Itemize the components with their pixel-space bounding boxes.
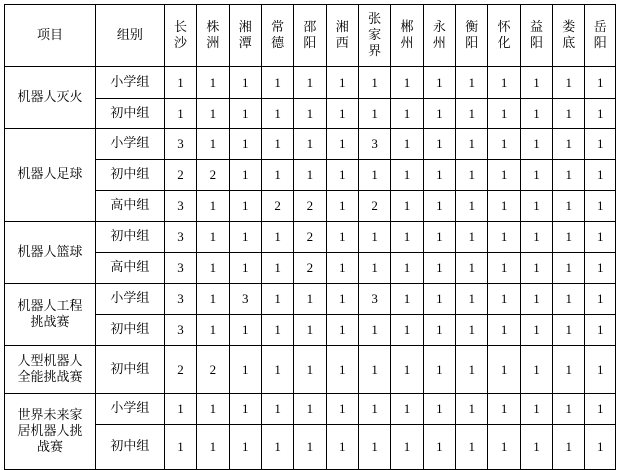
quota-cell: 1 (553, 99, 585, 129)
quota-cell: 1 (197, 253, 229, 284)
quota-cell: 1 (488, 222, 520, 253)
header-city (164, 5, 196, 67)
project-name (5, 67, 96, 129)
header-city-char: 常 (271, 19, 285, 35)
quota-cell: 1 (294, 99, 326, 129)
quota-cell: 2 (294, 191, 326, 222)
header-city-char: 湘 (238, 19, 252, 35)
quota-cell: 1 (261, 99, 293, 129)
quota-cell: 1 (456, 160, 488, 191)
quota-cell: 1 (326, 129, 358, 160)
table-row (5, 284, 616, 315)
quota-cell: 1 (326, 315, 358, 346)
quota-cell: 1 (164, 67, 196, 99)
header-city-char: 永 (432, 19, 446, 35)
group-cell: 初中组 (96, 346, 165, 394)
quota-cell: 1 (229, 394, 261, 425)
quota-cell: 1 (326, 160, 358, 191)
quota-cell: 1 (229, 99, 261, 129)
quota-cell: 1 (197, 425, 229, 470)
header-city (391, 5, 423, 67)
quota-cell: 1 (391, 99, 423, 129)
quota-cell: 3 (164, 129, 196, 160)
quota-cell: 1 (326, 191, 358, 222)
quota-cell: 1 (585, 284, 616, 315)
quota-cell: 3 (164, 191, 196, 222)
quota-cell: 1 (294, 394, 326, 425)
quota-cell: 1 (520, 284, 552, 315)
quota-cell: 1 (197, 191, 229, 222)
quota-cell: 1 (391, 253, 423, 284)
quota-cell: 1 (585, 425, 616, 470)
quota-cell: 1 (423, 191, 455, 222)
quota-cell: 1 (294, 425, 326, 470)
quota-cell: 1 (197, 284, 229, 315)
quota-cell: 1 (520, 425, 552, 470)
quota-cell: 1 (456, 129, 488, 160)
quota-cell: 1 (423, 222, 455, 253)
quota-cell: 1 (423, 99, 455, 129)
header-city-char: 潭 (238, 35, 252, 51)
project-name-line: 世界未来家 (17, 407, 83, 423)
table-row (5, 160, 616, 191)
header-row (5, 5, 616, 67)
quota-cell: 1 (229, 346, 261, 394)
quota-cell: 1 (423, 129, 455, 160)
quota-cell: 1 (488, 129, 520, 160)
quota-cell: 1 (294, 346, 326, 394)
quota-cell: 1 (585, 160, 616, 191)
quota-cell: 1 (423, 425, 455, 470)
quota-cell: 1 (391, 346, 423, 394)
quota-table (4, 4, 616, 470)
quota-cell: 1 (520, 394, 552, 425)
table-row (5, 394, 616, 425)
quota-cell: 1 (585, 129, 616, 160)
header-city (197, 5, 229, 67)
quota-cell: 1 (456, 222, 488, 253)
quota-cell: 1 (553, 284, 585, 315)
header-city-char: 长 (173, 19, 187, 35)
quota-cell: 2 (164, 160, 196, 191)
quota-cell: 1 (553, 346, 585, 394)
group-cell: 初中组 (96, 222, 165, 253)
project-name-line: 全能挑战赛 (17, 369, 83, 385)
quota-cell: 3 (164, 253, 196, 284)
quota-cell: 1 (553, 222, 585, 253)
quota-cell: 1 (391, 284, 423, 315)
quota-cell: 1 (520, 99, 552, 129)
quota-cell: 1 (326, 222, 358, 253)
header-city-char: 郴 (400, 19, 414, 35)
quota-cell: 1 (391, 160, 423, 191)
quota-cell: 1 (358, 99, 390, 129)
header-city-char: 衡 (465, 19, 479, 35)
quota-cell: 1 (197, 67, 229, 99)
quota-cell: 1 (261, 394, 293, 425)
quota-cell: 2 (358, 191, 390, 222)
table-row (5, 67, 616, 99)
quota-cell: 1 (585, 99, 616, 129)
quota-cell: 1 (164, 425, 196, 470)
quota-cell: 1 (585, 394, 616, 425)
quota-cell: 1 (423, 284, 455, 315)
quota-cell: 1 (553, 160, 585, 191)
quota-cell: 1 (488, 394, 520, 425)
header-city-char: 洲 (206, 35, 220, 51)
quota-cell: 1 (488, 253, 520, 284)
quota-cell: 1 (520, 346, 552, 394)
header-city-char: 阳 (593, 35, 607, 51)
project-name-line: 居机器人挑 (17, 423, 83, 439)
project-name-line: 机器人篮球 (17, 244, 83, 260)
quota-cell: 1 (358, 160, 390, 191)
quota-cell: 1 (358, 315, 390, 346)
quota-cell: 1 (553, 129, 585, 160)
header-city (488, 5, 520, 67)
quota-cell: 1 (294, 284, 326, 315)
quota-cell: 1 (456, 346, 488, 394)
quota-cell: 1 (326, 394, 358, 425)
project-name (5, 222, 96, 284)
quota-cell: 1 (488, 346, 520, 394)
quota-cell: 1 (585, 191, 616, 222)
header-city-char: 怀 (497, 19, 511, 35)
header-city-char: 沙 (173, 35, 187, 51)
quota-cell: 1 (261, 67, 293, 99)
header-city-char: 德 (271, 35, 285, 51)
quota-cell: 1 (391, 129, 423, 160)
table-row (5, 315, 616, 346)
quota-cell: 1 (391, 191, 423, 222)
quota-cell: 1 (585, 67, 616, 99)
quota-cell: 1 (423, 346, 455, 394)
quota-cell: 1 (326, 425, 358, 470)
quota-cell: 1 (456, 394, 488, 425)
group-cell: 高中组 (96, 253, 165, 284)
quota-cell: 1 (488, 99, 520, 129)
quota-cell: 1 (520, 67, 552, 99)
quota-cell: 2 (197, 160, 229, 191)
quota-cell: 1 (423, 67, 455, 99)
quota-cell: 1 (553, 315, 585, 346)
quota-cell: 1 (358, 425, 390, 470)
quota-cell: 1 (520, 253, 552, 284)
quota-cell: 1 (456, 191, 488, 222)
header-city (358, 5, 390, 67)
quota-cell: 1 (391, 315, 423, 346)
quota-cell: 1 (197, 222, 229, 253)
quota-cell: 1 (585, 222, 616, 253)
quota-cell: 1 (261, 129, 293, 160)
header-city-char: 阳 (529, 35, 543, 51)
header-city-char: 界 (368, 43, 382, 59)
quota-cell: 1 (326, 284, 358, 315)
quota-cell: 1 (391, 425, 423, 470)
quota-cell: 1 (197, 129, 229, 160)
project-name (5, 129, 96, 222)
quota-cell: 3 (164, 222, 196, 253)
group-cell: 小学组 (96, 394, 165, 425)
header-city (423, 5, 455, 67)
quota-cell: 1 (358, 67, 390, 99)
table-row (5, 99, 616, 129)
quota-cell: 1 (261, 346, 293, 394)
header-city-char: 益 (529, 19, 543, 35)
group-cell: 初中组 (96, 160, 165, 191)
header-city-char: 株 (206, 19, 220, 35)
quota-cell: 3 (164, 315, 196, 346)
quota-cell: 1 (488, 315, 520, 346)
project-name (5, 284, 96, 346)
header-city-char: 州 (400, 35, 414, 51)
quota-cell: 1 (391, 222, 423, 253)
quota-cell: 1 (229, 191, 261, 222)
quota-cell: 2 (261, 191, 293, 222)
header-city (294, 5, 326, 67)
header-city (229, 5, 261, 67)
project-name-line: 机器人足球 (17, 167, 83, 182)
header-city-char: 湘 (335, 19, 349, 35)
quota-cell: 1 (520, 129, 552, 160)
quota-cell: 1 (261, 222, 293, 253)
quota-cell: 1 (391, 67, 423, 99)
project-name-line: 机器人工程 (17, 298, 83, 314)
quota-cell: 1 (326, 99, 358, 129)
group-cell: 小学组 (96, 67, 165, 99)
quota-cell: 1 (326, 253, 358, 284)
quota-cell: 1 (585, 315, 616, 346)
table-row (5, 425, 616, 470)
quota-cell: 3 (358, 284, 390, 315)
group-cell: 初中组 (96, 99, 165, 129)
header-group: 组别 (96, 5, 165, 67)
header-city (456, 5, 488, 67)
quota-cell: 1 (326, 67, 358, 99)
quota-cell: 1 (358, 222, 390, 253)
quota-cell: 1 (520, 222, 552, 253)
header-city-char: 州 (432, 35, 446, 51)
header-city (520, 5, 552, 67)
quota-cell: 1 (520, 315, 552, 346)
quota-cell: 1 (423, 394, 455, 425)
header-city-char: 阳 (465, 35, 479, 51)
quota-cell: 1 (358, 253, 390, 284)
quota-cell: 1 (197, 99, 229, 129)
quota-cell: 2 (164, 346, 196, 394)
quota-cell: 1 (456, 315, 488, 346)
quota-cell: 1 (261, 253, 293, 284)
quota-cell: 1 (197, 315, 229, 346)
quota-cell: 1 (294, 129, 326, 160)
table-body (5, 67, 616, 470)
quota-cell: 1 (261, 315, 293, 346)
header-city-char: 家 (368, 27, 382, 43)
quota-cell: 2 (294, 253, 326, 284)
quota-cell: 1 (358, 394, 390, 425)
quota-cell: 1 (261, 160, 293, 191)
project-name-line: 人型机器人 (17, 353, 83, 369)
quota-cell: 2 (197, 346, 229, 394)
quota-cell: 1 (229, 160, 261, 191)
quota-cell: 1 (229, 425, 261, 470)
quota-cell: 1 (553, 191, 585, 222)
quota-cell: 1 (229, 253, 261, 284)
quota-cell: 1 (585, 253, 616, 284)
table-row (5, 191, 616, 222)
project-name (5, 346, 96, 394)
header-city-char: 化 (497, 35, 511, 51)
header-city-char: 邵 (303, 19, 317, 35)
quota-cell: 3 (164, 284, 196, 315)
quota-cell: 1 (229, 129, 261, 160)
header-city-char: 张 (368, 11, 382, 27)
quota-cell: 1 (553, 67, 585, 99)
quota-cell: 1 (456, 67, 488, 99)
project-name (5, 394, 96, 470)
quota-cell: 1 (164, 99, 196, 129)
quota-cell: 1 (423, 253, 455, 284)
quota-cell: 1 (229, 67, 261, 99)
quota-cell: 1 (456, 284, 488, 315)
quota-cell: 1 (456, 253, 488, 284)
table-row (5, 253, 616, 284)
header-city (553, 5, 585, 67)
quota-cell: 1 (164, 394, 196, 425)
quota-cell: 1 (585, 346, 616, 394)
group-cell: 高中组 (96, 191, 165, 222)
header-city-char: 西 (335, 35, 349, 51)
group-cell: 初中组 (96, 425, 165, 470)
quota-cell: 1 (197, 394, 229, 425)
quota-cell: 1 (456, 99, 488, 129)
table-row (5, 346, 616, 394)
quota-cell: 1 (294, 315, 326, 346)
quota-cell: 1 (294, 67, 326, 99)
quota-cell: 1 (520, 160, 552, 191)
header-city (585, 5, 616, 67)
header-city (326, 5, 358, 67)
header-city (261, 5, 293, 67)
project-name-line: 战赛 (37, 439, 64, 455)
quota-cell: 1 (488, 160, 520, 191)
quota-cell: 1 (488, 191, 520, 222)
project-name-line: 挑战赛 (30, 314, 70, 330)
header-city-char: 岳 (593, 19, 607, 35)
quota-cell: 1 (326, 346, 358, 394)
table-row (5, 222, 616, 253)
group-cell: 小学组 (96, 129, 165, 160)
header-project: 项目 (5, 5, 96, 67)
quota-cell: 1 (553, 394, 585, 425)
quota-cell: 2 (294, 222, 326, 253)
quota-cell: 1 (553, 253, 585, 284)
quota-cell: 1 (520, 191, 552, 222)
header-city-char: 娄 (562, 19, 576, 35)
quota-cell: 1 (488, 67, 520, 99)
quota-cell: 1 (261, 425, 293, 470)
quota-cell: 1 (391, 394, 423, 425)
group-cell: 小学组 (96, 284, 165, 315)
header-city-char: 阳 (303, 35, 317, 51)
group-cell: 初中组 (96, 315, 165, 346)
quota-cell: 1 (488, 425, 520, 470)
quota-cell: 1 (423, 315, 455, 346)
quota-cell: 1 (423, 160, 455, 191)
quota-cell: 1 (358, 346, 390, 394)
quota-cell: 1 (488, 284, 520, 315)
quota-cell: 1 (294, 160, 326, 191)
quota-cell: 1 (229, 222, 261, 253)
quota-cell: 1 (261, 284, 293, 315)
quota-cell: 1 (229, 315, 261, 346)
quota-cell: 1 (553, 425, 585, 470)
header-city-char: 底 (562, 35, 576, 51)
project-name-line: 机器人灭火 (17, 89, 83, 105)
quota-cell: 3 (229, 284, 261, 315)
quota-cell: 3 (358, 129, 390, 160)
table-row (5, 129, 616, 160)
quota-cell: 1 (456, 425, 488, 470)
